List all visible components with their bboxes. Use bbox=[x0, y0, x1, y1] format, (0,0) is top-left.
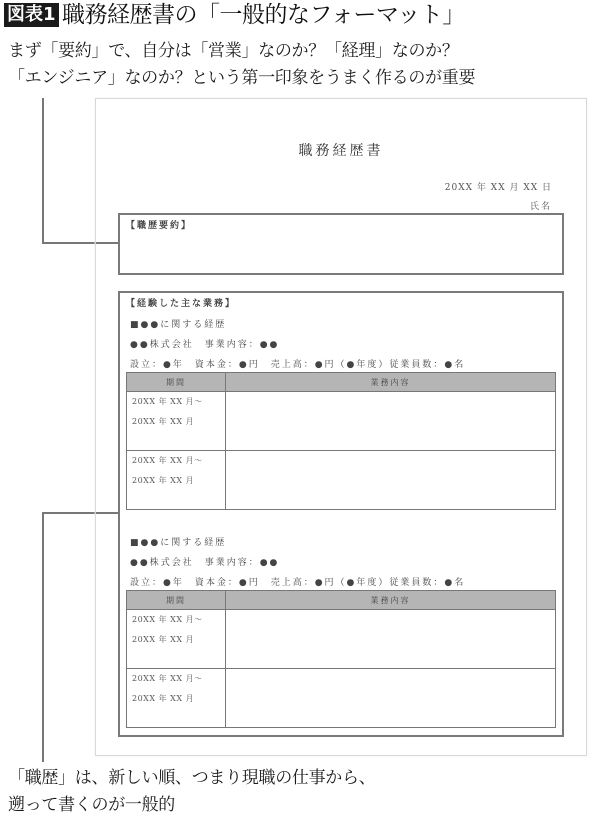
company-line-2: ●●株式会社 事業内容：●● bbox=[130, 558, 280, 568]
figure-title: 職務経歴書の「一般的なフォーマット」 bbox=[62, 2, 465, 28]
company-line-1: ●●株式会社 事業内容：●● bbox=[130, 340, 280, 350]
summary-heading: 【職歴要約】 bbox=[126, 221, 193, 231]
annotation-top-line2: 「エンジニア」なのか？という第一印象をうまく作るのが重要 bbox=[8, 68, 476, 88]
period-start: 20XX 年 XX 月～ bbox=[132, 456, 203, 465]
experience-heading: 【経験した主な業務】 bbox=[126, 299, 237, 309]
company-details-1: 設立：●年 資本金：●円 売上高：●円（●年度）従業員数：●名 bbox=[130, 360, 466, 370]
period-cell bbox=[127, 610, 226, 669]
annotation-top bbox=[8, 38, 475, 92]
document-date: 20XX 年 XX 月 XX 日 bbox=[444, 183, 552, 193]
period-start: 20XX 年 XX 月～ bbox=[132, 674, 203, 683]
content-cell bbox=[226, 610, 556, 669]
career-table-2 bbox=[126, 590, 556, 728]
annotation-bottom-line1: 「職歴」は、新しい順、つまり現職の仕事から、 bbox=[8, 768, 376, 788]
annotation-top-line1: まず「要約」で、自分は「営業」なのか？「経理」なのか？ bbox=[8, 41, 459, 61]
header-period: 期間 bbox=[127, 373, 226, 392]
career-heading-2: ■●●に関する経歴 bbox=[130, 538, 227, 548]
table-header-row bbox=[127, 591, 556, 610]
period-start: 20XX 年 XX 月～ bbox=[132, 397, 203, 406]
figure-badge: 図表1 bbox=[4, 3, 59, 27]
period-start: 20XX 年 XX 月～ bbox=[132, 615, 203, 624]
header-period: 期間 bbox=[127, 591, 226, 610]
table-row bbox=[127, 451, 556, 510]
period-end: 20XX 年 XX 月 bbox=[132, 694, 195, 703]
table-header-row bbox=[127, 373, 556, 392]
content-cell bbox=[226, 451, 556, 510]
period-end: 20XX 年 XX 月 bbox=[132, 635, 195, 644]
table-row bbox=[127, 669, 556, 728]
annotation-bottom-line2: 遡って書くのが一般的 bbox=[8, 795, 175, 815]
connector-summary-vertical bbox=[42, 98, 44, 244]
annotation-bottom bbox=[8, 765, 375, 819]
content-cell bbox=[226, 669, 556, 728]
document-title: 職務経歴書 bbox=[298, 143, 384, 159]
period-cell bbox=[127, 669, 226, 728]
career-heading-1: ■●●に関する経歴 bbox=[130, 320, 227, 330]
table-row bbox=[127, 392, 556, 451]
company-details-2: 設立：●年 資本金：●円 売上高：●円（●年度）従業員数：●名 bbox=[130, 578, 466, 588]
career-table-1 bbox=[126, 372, 556, 510]
connector-career-vertical bbox=[42, 512, 44, 762]
table-row bbox=[127, 610, 556, 669]
period-cell bbox=[127, 392, 226, 451]
content-cell bbox=[226, 392, 556, 451]
document-name-label: 氏名 bbox=[529, 202, 552, 212]
period-end: 20XX 年 XX 月 bbox=[132, 476, 195, 485]
header-content: 業務内容 bbox=[226, 373, 556, 392]
header-content: 業務内容 bbox=[226, 591, 556, 610]
period-cell bbox=[127, 451, 226, 510]
period-end: 20XX 年 XX 月 bbox=[132, 417, 195, 426]
